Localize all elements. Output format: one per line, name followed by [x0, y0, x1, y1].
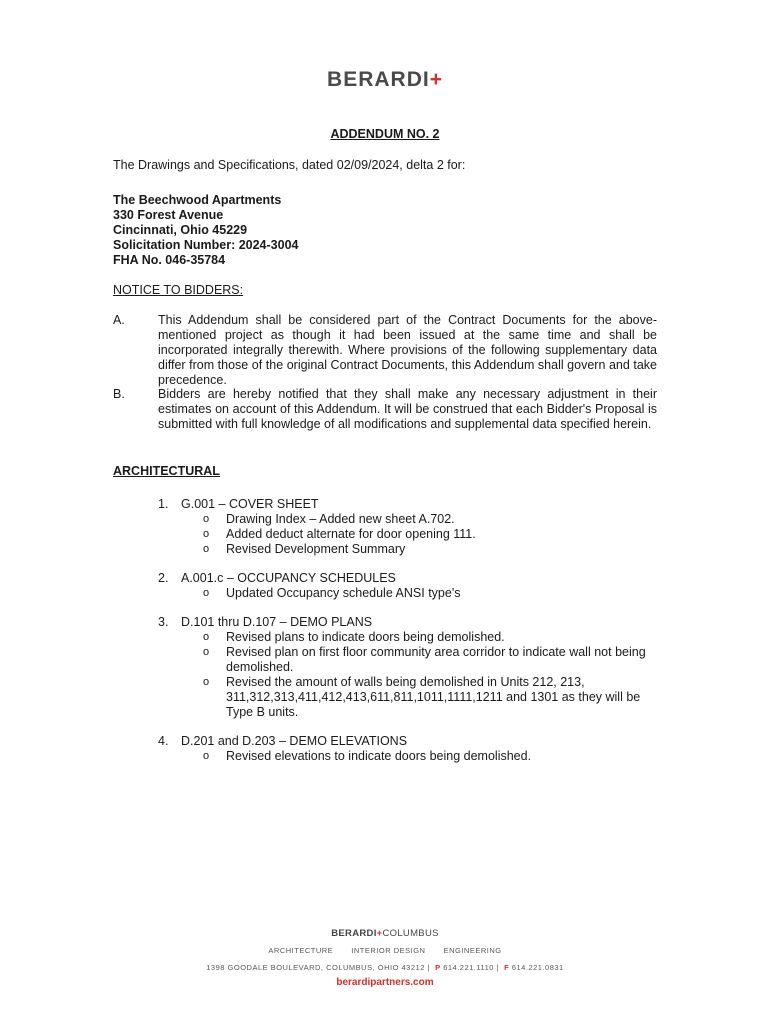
notice-letter-a: A.	[113, 313, 125, 327]
intro-text: The Drawings and Specifications, dated 02/09/2024, delta 2 for:	[113, 158, 466, 172]
bullet-text: Revised elevations to indicate doors being demolished.	[226, 749, 532, 763]
bullet-text: Added deduct alternate for door opening 111.	[226, 527, 476, 541]
footer-phone: 614.221.1110	[443, 963, 494, 972]
company-logo	[0, 68, 770, 92]
item-number: 1.	[158, 497, 169, 511]
project-fha: FHA No. 046-35784	[113, 253, 226, 267]
project-solicitation: Solicitation Number: 2024-3004	[113, 238, 299, 252]
notice-heading: NOTICE TO BIDDERS:	[113, 283, 244, 297]
bullet-icon: o	[203, 750, 210, 762]
bullet-text: Revised plan on first floor community area corridor to indicate wall not being demolished.	[226, 645, 646, 674]
bullet-icon: o	[203, 543, 210, 555]
project-name: The Beechwood Apartments	[113, 193, 282, 207]
notice-text-a: This Addendum shall be considered part of the Contract Documents for the above-mentioned project as though it had been issued at the same time and shall be incorporated integrally therewith. Where provisions of the following supplementary data differ from those of the original Contract Documents, this Addendum shall govern and take precedence.	[158, 313, 657, 387]
item-number: 2.	[158, 571, 169, 585]
footer-services	[0, 946, 770, 955]
item-title: D.101 thru D.107 – DEMO PLANS	[181, 615, 373, 629]
footer-contact: 1398 GOODALE BOULEVARD, COLUMBUS, OHIO 43212 | P 614.221.1110 | F 614.221.0831	[206, 963, 564, 972]
bullet-text: Revised plans to indicate doors being demolished.	[226, 630, 505, 644]
project-info	[113, 193, 298, 268]
item-title: D.201 and D.203 – DEMO ELEVATIONS	[181, 734, 408, 748]
bullet-text: Updated Occupancy schedule ANSI type's	[226, 586, 461, 600]
project-address: 330 Forest Avenue	[113, 208, 224, 222]
item-title: G.001 – COVER SHEET	[181, 497, 319, 511]
item-number: 4.	[158, 734, 169, 748]
notice-letter-b: B.	[113, 387, 125, 401]
fax-label: F	[504, 963, 510, 972]
item-title: A.001.c – OCCUPANCY SCHEDULES	[181, 571, 396, 585]
bullet-text: Revised Development Summary	[226, 542, 406, 556]
bullet-icon: o	[203, 513, 210, 525]
bullet-icon: o	[203, 676, 210, 688]
bullet-text: Revised the amount of walls being demolished in Units 212, 213, 311,312,313,411,412,413,611,811,1011,1111,1211 and 1301 as they will be Type B units.	[226, 675, 641, 719]
service-interior-design: INTERIOR DESIGN	[351, 946, 426, 955]
footer-logo-text: BERARDI	[331, 928, 377, 939]
footer-logo	[0, 928, 770, 939]
logo-text: BERARDI	[327, 68, 430, 91]
bullet-text: Drawing Index – Added new sheet A.702.	[226, 512, 455, 526]
item-number: 3.	[158, 615, 169, 629]
bullet-icon: o	[203, 528, 210, 540]
section-heading: ARCHITECTURAL	[113, 464, 220, 478]
footer-fax: 614.221.0831	[511, 963, 564, 972]
phone-label: P	[435, 963, 441, 972]
footer-website-link[interactable]: berardipartners.com	[336, 977, 434, 988]
logo-plus: +	[429, 68, 443, 91]
bullet-icon: o	[203, 646, 210, 658]
page-title: ADDENDUM NO. 2	[330, 127, 440, 141]
bullet-icon: o	[203, 631, 210, 643]
bullet-icon: o	[203, 587, 210, 599]
footer-logo-city: COLUMBUS	[382, 928, 439, 939]
footer-address: 1398 GOODALE BOULEVARD, COLUMBUS, OHIO 43212	[206, 963, 425, 972]
footer-logo-plus: +	[376, 928, 383, 939]
service-engineering: ENGINEERING	[443, 946, 502, 955]
service-architecture: ARCHITECTURE	[268, 946, 334, 955]
project-city: Cincinnati, Ohio 45229	[113, 223, 248, 237]
notice-text-b: Bidders are hereby notified that they shall make any necessary adjustment in their estimates on account of this Addendum. It will be construed that each Bidder's Proposal is submitted with full knowledge of all modifications and supplemental data specified herein.	[158, 387, 657, 431]
